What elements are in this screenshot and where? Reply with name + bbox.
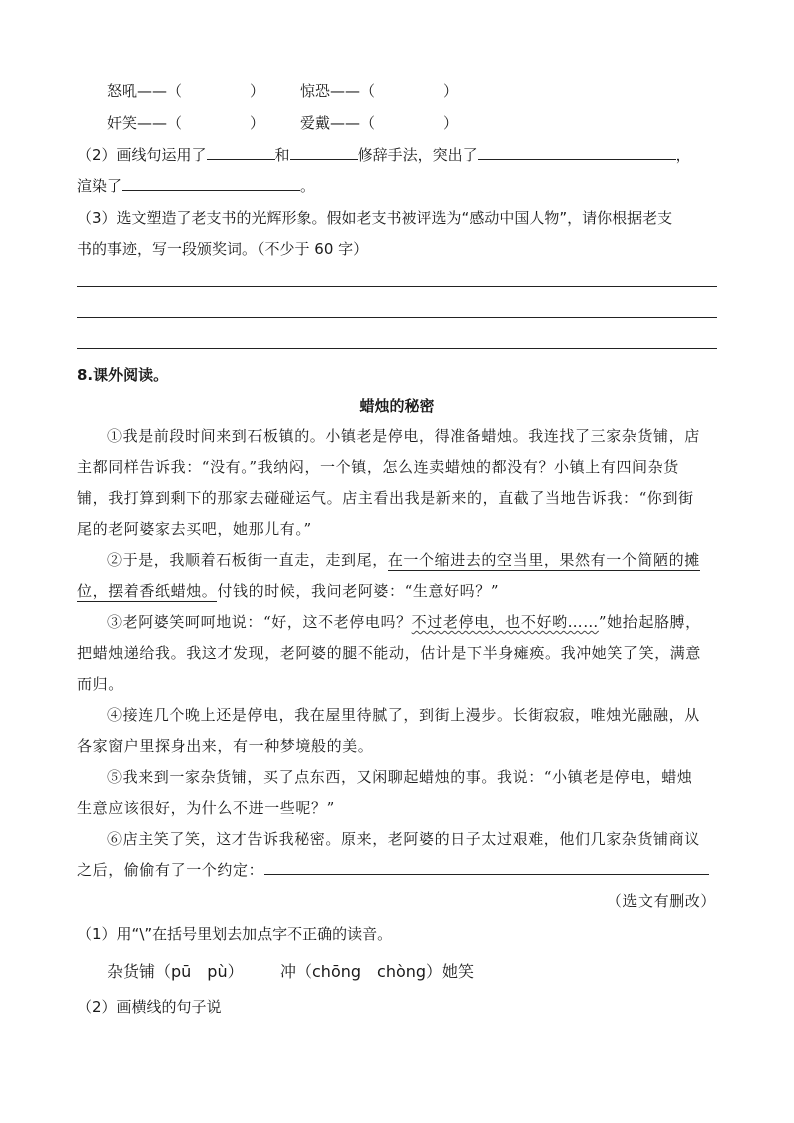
vocab-word-1: 怒吼—— [107, 82, 168, 100]
fill-blank[interactable] [207, 145, 275, 160]
vocab-row-1: 怒吼——（ ） [107, 82, 266, 100]
answer-line[interactable] [77, 317, 717, 318]
question-2: （2）画横线的句子说 [77, 998, 222, 1016]
vocab-word-2: 惊恐—— [300, 82, 361, 100]
source-note: （选文有删改） [606, 892, 716, 910]
passage-line: 铺，我打算到剩下的那家去碰碰运气。店主看出我是新来的，直截了当地告诉我：“你到街 [77, 489, 694, 507]
question-2-line-1: （2）画线句运用了 和 修辞手法，突出了 ， [77, 146, 691, 164]
passage-line: ①我是前段时间来到石板镇的。小镇老是停电，得准备蜡烛。我连找了三家杂货铺，店 [107, 427, 700, 445]
fill-blank[interactable] [264, 860, 709, 875]
answer-line[interactable] [77, 286, 717, 287]
passage-title: 蜡烛的秘密 [359, 397, 435, 415]
pinyin-item-2: 冲（chōng chòng）她笑 [280, 962, 475, 981]
passage-line: ⑤我来到一家杂货铺，买了点东西，又闲聊起蜡烛的事。我说：“小镇老是停电，蜡烛 [107, 768, 693, 786]
passage-line: 把蜡烛递给我。我这才发现，老阿婆的腿不能动，估计是下半身瘫痪。我冲她笑了笑，满意 [77, 644, 702, 662]
vocab-row-2: 奸笑——（ ） [107, 114, 266, 132]
passage-line: 主都同样告诉我：“没有。”我纳闷，一个镇，怎么连卖蜡烛的都没有？小镇上有四间杂货 [77, 458, 679, 476]
passage-line: 各家窗户里探身出来，有一种梦境般的美。 [77, 737, 374, 755]
question-3-line-2: 书的事迹，写一段颁奖词。（不少于 60 字） [77, 240, 369, 258]
vocab-row-1b: 惊恐——（ ） [300, 82, 459, 100]
fill-blank[interactable] [478, 145, 676, 160]
passage-line: 位，摆着香纸蜡烛。付钱的时候，我问老阿婆：“生意好吗？” [77, 582, 500, 600]
passage-line: 生意应该很好，为什么不进一些呢？” [77, 799, 335, 817]
vocab-word-4: 爱戴—— [300, 114, 361, 132]
underlined-sentence: 在一个缩进去的空当里，果然有一个简陋的摊 [387, 551, 700, 569]
passage-line: 之后，偷偷有了一个约定： [77, 860, 709, 880]
passage-line: ③老阿婆笑呵呵地说：“好，这不老停电吗？不过老停电，也不好哟……”她抬起胳膊， [107, 613, 701, 631]
question-2-line-2: 渲染了 。 [77, 177, 316, 195]
fill-blank[interactable] [290, 145, 358, 160]
passage-line: ②于是，我顺着石板街一直走，走到尾，在一个缩进去的空当里，果然有一个简陋的摊 [107, 551, 700, 569]
wavy-underlined-sentence: 不过老停电，也不好哟…… [411, 613, 599, 631]
fill-blank[interactable] [122, 176, 300, 191]
underlined-sentence: 位，摆着香纸蜡烛。 [77, 582, 218, 600]
question-1: （1）用“\”在括号里划去加点字不正确的读音。 [77, 925, 393, 943]
passage-line: 尾的老阿婆家去买吧，她那儿有。” [77, 520, 312, 538]
pinyin-item-1: 杂货铺（pū pù） [107, 962, 244, 981]
passage-line: ④接连几个晚上还是停电，我在屋里待腻了，到街上漫步。长街寂寂，唯烛光融融，从 [107, 706, 700, 724]
answer-line[interactable] [77, 348, 717, 349]
vocab-word-3: 奸笑—— [107, 114, 168, 132]
passage-line: 而归。 [77, 675, 124, 693]
question-3-line-1: （3）选文塑造了老支书的光辉形象。假如老支书被评选为“感动中国人物”，请你根据老支 [77, 209, 673, 227]
passage-line: ⑥店主笑了笑，这才告诉我秘密。原来，老阿婆的日子太过艰难，他们几家杂货铺商议 [107, 830, 700, 848]
vocab-row-2b: 爱戴——（ ） [300, 114, 459, 132]
section-heading: 8.课外阅读。 [77, 366, 169, 384]
